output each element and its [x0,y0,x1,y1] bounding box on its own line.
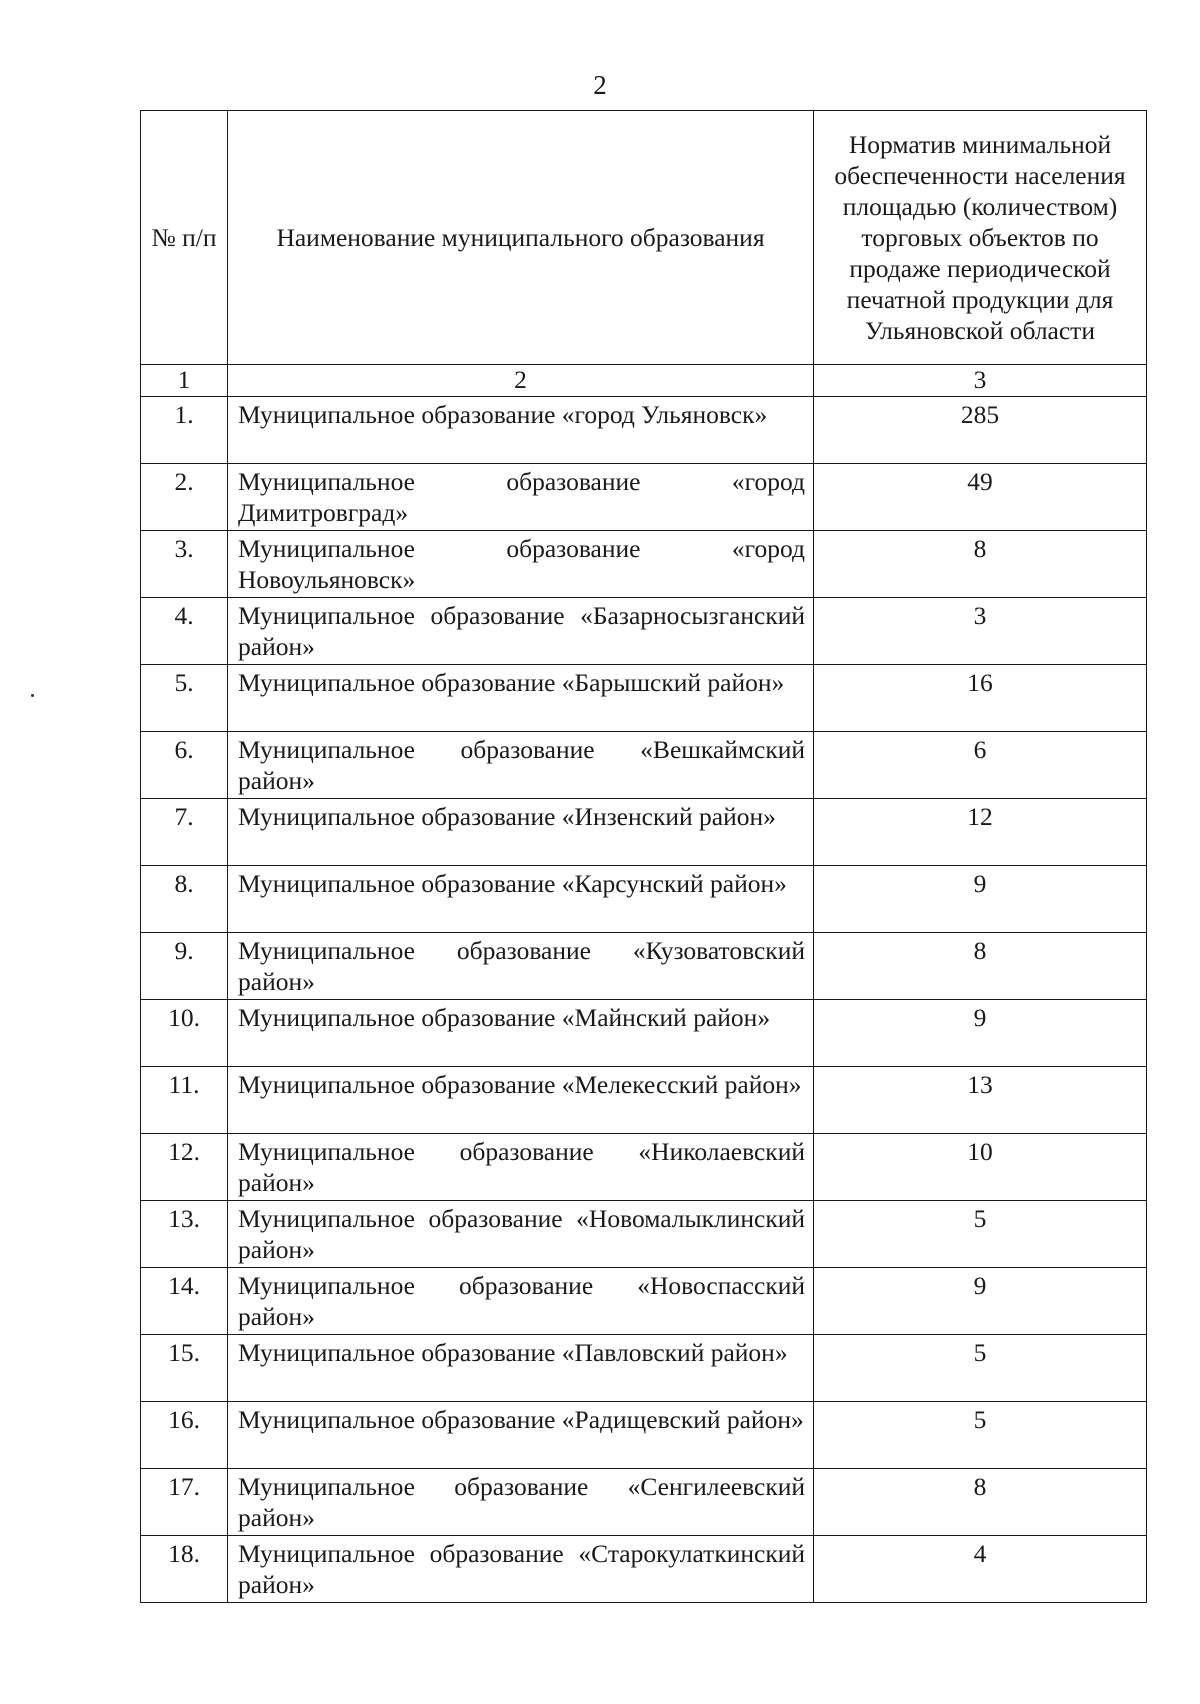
norm-value: 9 [814,1268,1147,1335]
table-row [141,1201,1147,1268]
table-row [141,397,1147,464]
municipality-name: Муниципальное образование «Мелекесский район» [228,1067,814,1134]
table-row [141,1469,1147,1536]
norm-value: 8 [814,933,1147,1000]
municipality-name: Муниципальное образование «Майнский район» [228,1000,814,1067]
row-number: 7. [141,799,228,866]
norm-value: 5 [814,1201,1147,1268]
norm-value: 4 [814,1536,1147,1603]
row-number: 1. [141,397,228,464]
norm-value: 3 [814,598,1147,665]
table-row [141,732,1147,799]
row-number: 14. [141,1268,228,1335]
municipality-name: Муниципальное образование «Павловский район» [228,1335,814,1402]
row-number: 3. [141,531,228,598]
norm-value: 8 [814,531,1147,598]
municipality-name: Муниципальное образование «Базарносызганский район» [228,598,814,665]
row-number: 17. [141,1469,228,1536]
header-municipality: Наименование муниципального образования [228,111,814,365]
table-row [141,866,1147,933]
column-index-2: 2 [228,365,814,397]
row-number: 5. [141,665,228,732]
norm-value: 285 [814,397,1147,464]
municipality-name: Муниципальное образование «Новоспасский район» [228,1268,814,1335]
table-row [141,1335,1147,1402]
table-row [141,1134,1147,1201]
row-number: 16. [141,1402,228,1469]
norm-value: 12 [814,799,1147,866]
scan-speck [31,694,34,697]
row-number: 8. [141,866,228,933]
page-number: 2 [593,70,607,100]
municipality-name: Муниципальное образование «город Ульяновск» [228,397,814,464]
norm-value: 13 [814,1067,1147,1134]
row-number: 6. [141,732,228,799]
header-number: № п/п [141,111,228,365]
row-number: 15. [141,1335,228,1402]
municipality-name: Муниципальное образование «Новомалыклинский район» [228,1201,814,1268]
table-row [141,1000,1147,1067]
municipality-name: Муниципальное образование «город Новоульяновск» [228,531,814,598]
norm-value: 5 [814,1335,1147,1402]
row-number: 2. [141,464,228,531]
norm-value: 8 [814,1469,1147,1536]
header-norm: Норматив минимальной обеспеченности населения площадью (количеством) торговых объектов по продаже периодической печатной продукции для Ульяновской области [814,111,1147,365]
table-row [141,1067,1147,1134]
table-row [141,665,1147,732]
row-number: 4. [141,598,228,665]
table-row [141,531,1147,598]
municipality-name: Муниципальное образование «Карсунский район» [228,866,814,933]
row-number: 12. [141,1134,228,1201]
norms-table [140,110,1147,1603]
municipality-name: Муниципальное образование «Вешкаймский район» [228,732,814,799]
table-header-row [141,111,1147,365]
table-row [141,799,1147,866]
municipality-name: Муниципальное образование «Радищевский район» [228,1402,814,1469]
table-row [141,933,1147,1000]
municipality-name: Муниципальное образование «Барышский район» [228,665,814,732]
row-number: 11. [141,1067,228,1134]
column-index-1: 1 [141,365,228,397]
municipality-name: Муниципальное образование «город Димитровград» [228,464,814,531]
row-number: 9. [141,933,228,1000]
municipality-name: Муниципальное образование «Старокулаткинский район» [228,1536,814,1603]
municipality-name: Муниципальное образование «Сенгилеевский район» [228,1469,814,1536]
norm-value: 10 [814,1134,1147,1201]
row-number: 13. [141,1201,228,1268]
municipality-name: Муниципальное образование «Кузоватовский район» [228,933,814,1000]
table-row [141,1268,1147,1335]
norm-value: 16 [814,665,1147,732]
column-index-row [141,365,1147,397]
column-index-3: 3 [814,365,1147,397]
norm-value: 49 [814,464,1147,531]
norm-value: 9 [814,1000,1147,1067]
row-number: 10. [141,1000,228,1067]
norm-value: 9 [814,866,1147,933]
norm-value: 6 [814,732,1147,799]
municipality-name: Муниципальное образование «Николаевский район» [228,1134,814,1201]
row-number: 18. [141,1536,228,1603]
table-row [141,1402,1147,1469]
norm-value: 5 [814,1402,1147,1469]
table-row [141,598,1147,665]
table-row [141,1536,1147,1603]
table-row [141,464,1147,531]
municipality-name: Муниципальное образование «Инзенский район» [228,799,814,866]
